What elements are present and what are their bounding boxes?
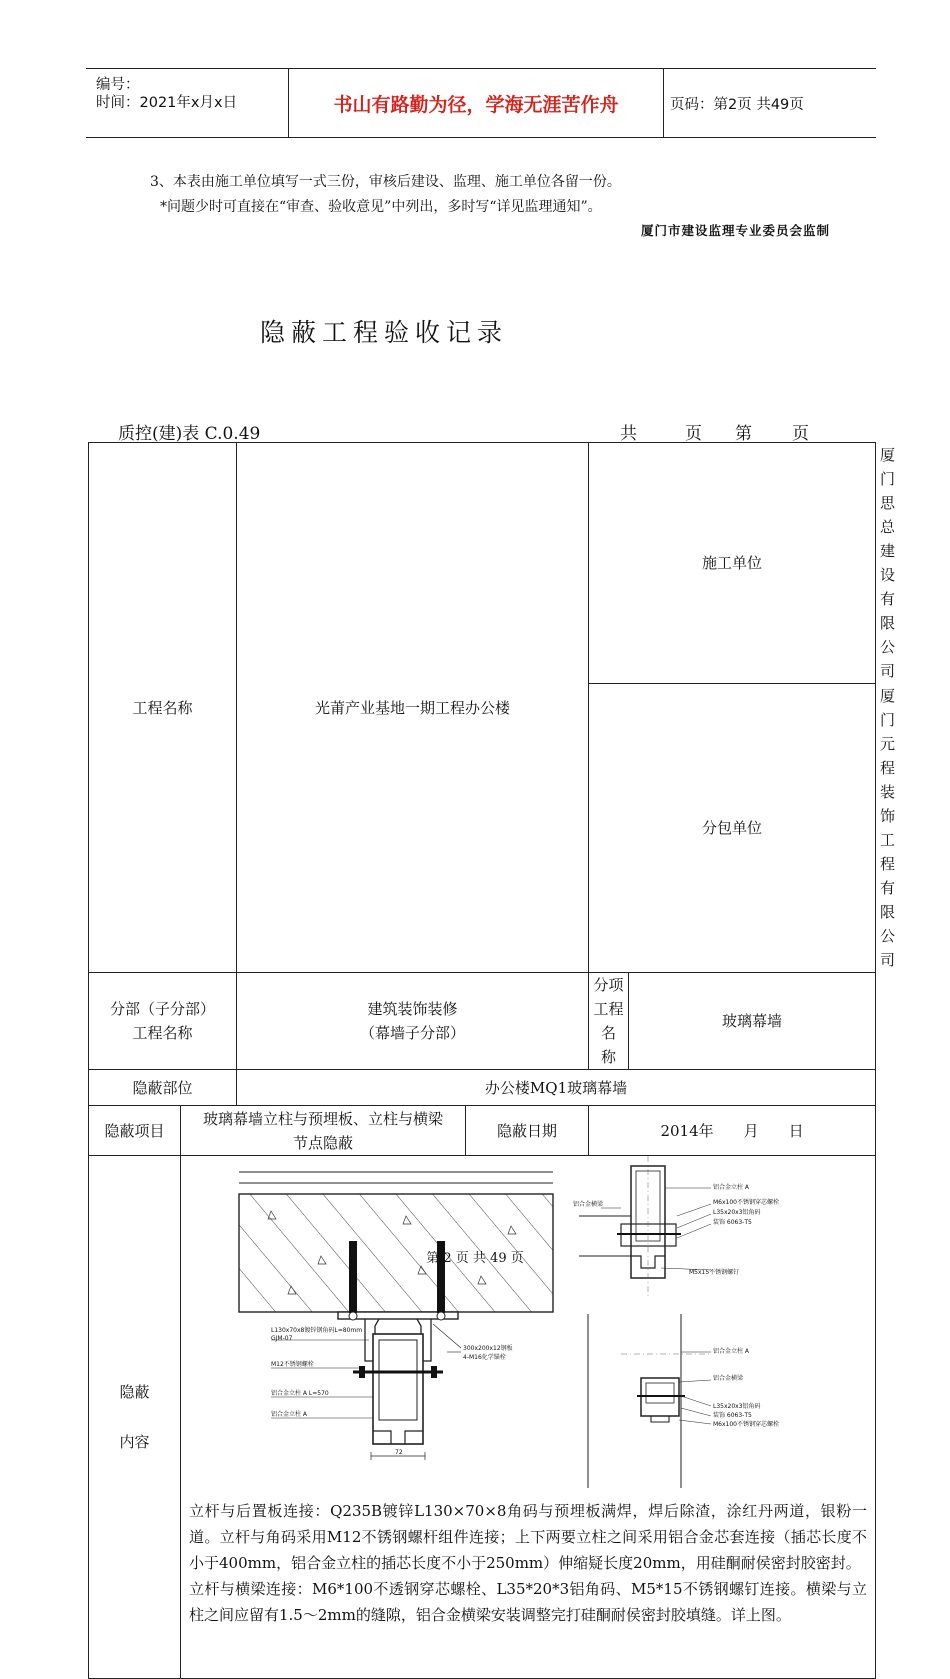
label-a4: 铝合金立柱 A L=570 [271,1390,329,1397]
time-label: 时间：2021年x月x日 [96,95,238,111]
construction-unit-label: 施工单位 [589,443,876,684]
page-count-page: 页 [685,424,702,444]
hidden-item-1: 玻璃幕墙立柱与预埋板、立柱与横梁 [203,1109,444,1128]
item-label-1: 分项工程 [593,976,624,1018]
dim-72: 72 [395,1449,403,1456]
content-label [89,1156,181,1679]
project-name-label: 工程名称 [89,443,237,973]
supervisor-signature: 厦门市建设监理专业委员会监制 [640,223,830,238]
header-slogan: 书山有路勤为径，学海无涯苦作舟 [288,69,664,137]
page-footer: 第 2 页 共 49 页 [426,1251,524,1266]
label-c5: M6x100不锈钢穿芯螺栓 [713,1421,779,1428]
label-a2: GJM-07 [271,1335,293,1342]
page-count-no: 第 [735,424,752,444]
page-count-total: 共 [620,424,637,444]
header-page-label [670,69,876,137]
content-description [181,1494,875,1630]
detail-top-right [573,1156,779,1296]
content-cell [181,1156,876,1679]
description-1: 立杆与后置板连接：Q235B镀锌L130×70×8角码与预埋板满焊，焊后除渣，涂红丹两道，银粉一道。立杆与角码采用M12不锈钢螺杆组件连接；上下两要立柱之间采用铝合金芯套连接（插芯长度不小于400mm，铝合金立柱的插芯长度不小于250mm）伸缩疑长度20mm，用硅酮耐侯密封胶密封。 [189,1502,868,1572]
label-c3: L35x20x3铝角码 [713,1403,761,1410]
label-a1: L130x70x8镀锌钢角码L=80mm [271,1327,363,1334]
label-c2: 铝合金横梁 [713,1375,744,1382]
label-b3: M6x100不锈钢穿芯螺栓 [713,1199,779,1206]
hidden-date: 2014年 月 日 [589,1106,876,1156]
page-label: 页码：第2页 共49页 [670,96,804,113]
hidden-item-label: 隐蔽项目 [89,1106,181,1156]
detail-left [239,1172,553,1460]
record-table: 工程名称 光莆产业基地一期工程办公楼 施工单位 厦门思总建设有限公司 分包单位 厦门元程装饰工程有限公司 分部（子分部） 工程名称 建筑装饰装修 （幕墙子分部） 分项工程 名 称 玻璃幕墙 隐蔽部位 办公楼MQ1玻璃幕墙 隐蔽项目 玻璃幕墙立柱与预埋板、立柱与横梁 节点隐蔽 隐蔽日期 2014年 月 日 隐蔽 内容 72 L130x70x8镀锌钢角码L=80mm GJM-07 M12不锈钢螺栓 铝合金立柱 A L=570 铝合金立柱 A 300x200x12钢板 4-M16化学锚栓 铝合金立柱 A 铝合金横梁 M6x100不锈钢穿芯螺栓 L35x20x3铝角码 装饰 6063-T5 M5x15不锈钢螺钉 铝合金立柱 A 铝合金横梁 L35x20x3铝角码 装饰 6063-T5 M6x100不锈钢穿芯螺栓 立杆与后置板连接：Q235B镀锌L130×70×8角码与预埋板满焊，焊后除渣，涂红丹两道，银粉一道。立杆与角码采用M12不锈钢螺杆组件连接；上下两要立柱之间采用铝合金芯套连接（插芯长度不小于400mm，铝合金立柱的插芯长度不小于250mm）伸缩疑长度20mm，用硅酮耐侯密封胶密封。 立杆与横梁连接：M6*100不透钢穿芯螺栓、L35*20*3铝角码、M5*15不锈钢螺钉连接。横梁与立柱之间应留有1.5～2mm的缝隙，铝合金横梁安装调整完打硅酮耐侯密封胶填缝。详上图。 [88,442,876,1679]
document-title: 隐蔽工程验收记录 [260,318,509,347]
project-name: 光莆产业基地一期工程办公楼 [237,443,589,973]
division-label [89,973,237,1070]
detail-bottom-right [588,1314,779,1488]
label-b6: M5x15不锈钢螺钉 [689,1269,740,1276]
label-a3: M12不锈钢螺栓 [271,1361,314,1368]
page-count-page2: 页 [792,424,809,444]
division-value [237,973,589,1070]
item-value: 玻璃幕墙 [629,973,876,1070]
label-c4: 装饰 6063-T5 [713,1412,752,1419]
item-label-2: 名 称 [601,1024,632,1066]
division-label-1: 分部（子分部） [110,1000,216,1018]
label-b2: 铝合金横梁 [573,1201,604,1208]
hidden-date-label: 隐蔽日期 [466,1106,589,1156]
content-label-1: 隐蔽 [119,1383,150,1401]
subcontract-label: 分包单位 [589,684,876,973]
item-label [589,973,632,1070]
hidden-part: 办公楼MQ1玻璃幕墙 [237,1070,876,1106]
content-label-2: 内容 [119,1433,150,1451]
page-header [86,68,876,138]
hidden-part-label: 隐蔽部位 [89,1070,237,1106]
note-2: *问题少时可直接在“审查、验收意见”中列出，多时写“详见监理通知”。 [160,199,602,215]
label-a6: 300x200x12钢板 [463,1345,513,1352]
hidden-item-2: 节点隐蔽 [293,1133,354,1152]
label-b4: L35x20x3铝角码 [713,1209,761,1216]
construction-drawing [181,1156,875,1494]
code-label: 编号： [96,77,140,93]
label-b5: 装饰 6063-T5 [713,1219,752,1226]
label-a5: 铝合金立柱 A [271,1411,308,1418]
form-number: 质控(建)表 C.0.49 [118,424,261,444]
division-value-1: 建筑装饰装修 [367,1000,458,1018]
hidden-item [181,1106,466,1156]
label-c1: 铝合金立柱 A [713,1348,750,1355]
division-label-2: 工程名称 [132,1024,193,1042]
description-2: 立杆与横梁连接：M6*100不透钢穿芯螺栓、L35*20*3铝角码、M5*15不锈钢螺钉连接。横梁与立柱之间应留有1.5～2mm的缝隙，铝合金横梁安装调整完打硅酮耐侯密封胶填缝。详上图。 [189,1580,868,1624]
note-1: 3、本表由施工单位填写一式三份，审核后建设、监理、施工单位各留一份。 [150,174,621,190]
label-a7: 4-M16化学锚栓 [463,1354,506,1361]
header-meta [86,69,286,137]
division-value-2: （幕墙子分部） [360,1024,466,1042]
label-b1: 铝合金立柱 A [713,1184,750,1191]
